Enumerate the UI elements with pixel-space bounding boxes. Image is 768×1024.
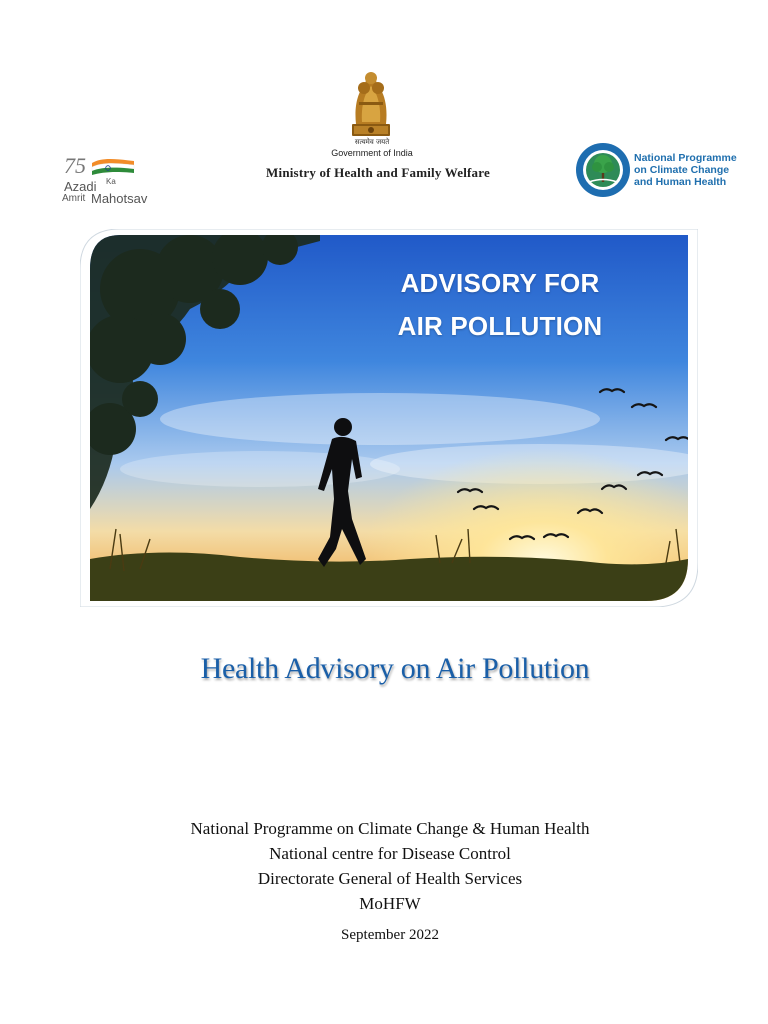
banner-heading (380, 262, 620, 348)
document-title: Health Advisory on Air Pollution (200, 652, 590, 685)
publication-date: September 2022 (341, 927, 439, 943)
npcchh-line-1: National Programme (634, 152, 737, 164)
org-line-programme: National Programme on Climate Change & Human Health (190, 819, 590, 838)
npcchh-seal-icon (575, 142, 631, 198)
logo-word-amrit: Amrit (62, 193, 86, 204)
banner-line-1: ADVISORY FOR (400, 268, 600, 298)
banner-line-2: AIR POLLUTION (397, 311, 603, 341)
org-line-dghs: Directorate General of Health Services (257, 869, 523, 888)
azadi-ka-amrit-mahotsav-logo (62, 153, 162, 211)
npcchh-line-3: and Human Health (634, 176, 727, 188)
npcchh-logo-text (634, 152, 744, 188)
logo-word-ka: Ka (106, 177, 116, 186)
logo-number: 75 (64, 153, 86, 178)
logo-word-mahotsav: Mahotsav (91, 191, 148, 206)
issuing-organization (140, 816, 640, 916)
org-line-ncdc: National centre for Disease Control (269, 844, 511, 863)
emblem-caption: Government of India (331, 148, 413, 158)
emblem-motto: सत्यमेव जयते (354, 138, 390, 146)
tricolor-flag-icon (88, 157, 136, 177)
ministry-name: Ministry of Health and Family Welfare (266, 165, 490, 180)
org-line-mohfw: MoHFW (359, 894, 421, 913)
national-emblem-icon (344, 66, 398, 140)
logo-word-azadi: Azadi (64, 179, 97, 194)
npcchh-line-2: on Climate Change (634, 164, 730, 176)
